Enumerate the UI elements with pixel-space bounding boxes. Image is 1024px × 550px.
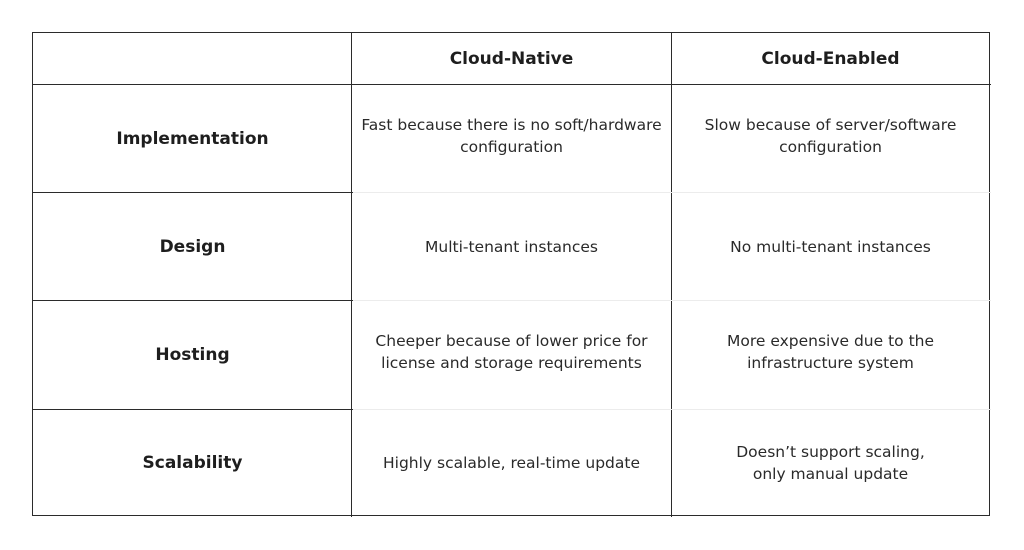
row-label: Design	[159, 236, 226, 257]
comparison-table	[32, 32, 990, 516]
cloud-enabled-cell	[671, 193, 990, 300]
header-cloud-native	[352, 33, 671, 84]
row-label: Implementation	[116, 128, 269, 149]
cloud-native-cell	[352, 301, 671, 409]
cloud-native-text: Cheeper because of lower price for license and storage requirements	[375, 332, 648, 372]
cloud-enabled-cell	[671, 301, 990, 409]
row-label: Hosting	[155, 345, 230, 365]
cloud-native-cell	[352, 410, 671, 516]
row-label-cell	[33, 301, 352, 409]
header-empty-cell	[33, 33, 352, 84]
row-label: Scalability	[142, 453, 243, 473]
cloud-enabled-text: Doesn’t support scaling, only manual update	[736, 443, 925, 483]
cloud-enabled-text: More expensive due to the infrastructure system	[726, 332, 935, 372]
cloud-native-text: Multi-tenant instances	[425, 237, 598, 256]
cloud-native-cell	[352, 193, 671, 300]
header-cloud-native-label: Cloud-Native	[449, 48, 574, 69]
cloud-native-text: Highly scalable, real-time update	[383, 454, 640, 472]
row-label-cell	[33, 193, 352, 300]
cloud-enabled-text: No multi-tenant instances	[730, 237, 931, 256]
cloud-native-cell	[352, 85, 671, 192]
cloud-enabled-cell	[671, 85, 990, 192]
cloud-enabled-cell	[671, 410, 990, 516]
row-label-cell	[33, 410, 352, 516]
header-cloud-enabled	[671, 33, 990, 84]
cloud-enabled-text: Slow because of server/software configuration	[704, 116, 957, 156]
row-label-cell	[33, 85, 352, 192]
cloud-native-text: Fast because there is no soft/hardware configuration	[361, 116, 662, 156]
header-cloud-enabled-label: Cloud-Enabled	[761, 48, 900, 69]
